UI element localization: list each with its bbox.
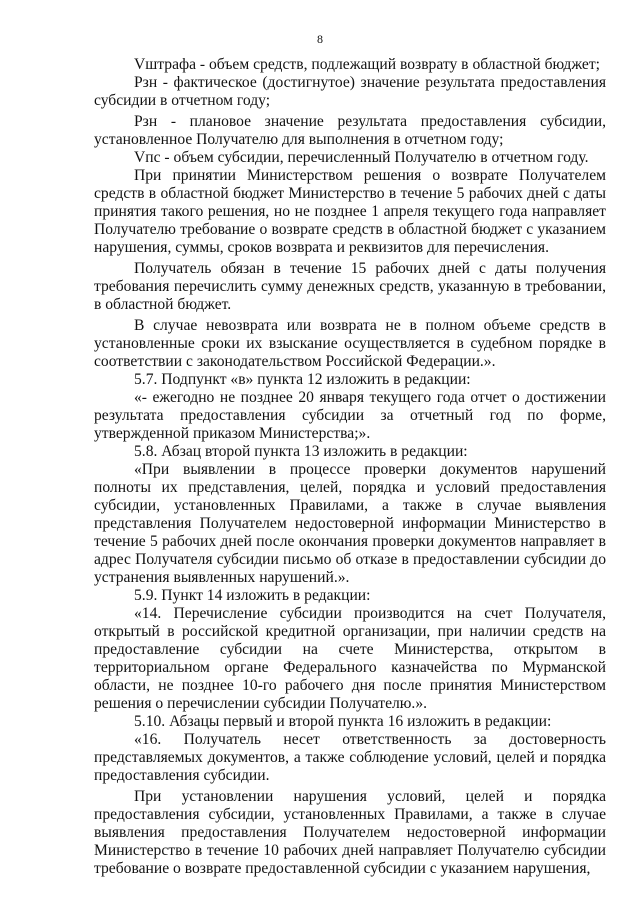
paragraph: Vштрафа - объем средств, подлежащий возврату в областной бюджет; xyxy=(134,56,600,73)
amendment-heading: 5.9. Пункт 14 изложить в редакции: xyxy=(134,587,371,604)
paragraph: Pзн - плановое значение результата предоставления субсидии, установленное Получателю для выполнения в отчетном году; xyxy=(94,113,606,148)
paragraph: «При выявлении в процессе проверки документов нарушений полноты их представления, целей, порядка и условий предоставления субсидии, установленных Правилами, а также в случае выявления представления Получателем недостоверной информации Министерство в течение 5 рабочих дней после окончания проверки документов направляет в адрес Получателя субсидии письмо об отказе в предоставлении субсидии до устранения выявленных нарушений.». xyxy=(94,461,606,586)
amendment-heading: 5.10. Абзацы первый и второй пункта 16 изложить в редакции: xyxy=(134,713,552,730)
page-number: 8 xyxy=(317,32,323,46)
paragraph: Получатель обязан в течение 15 рабочих дней с даты получения требования перечислить сумму денежных средств, указанную в требовании, в областной бюджет. xyxy=(94,260,606,313)
paragraph: «16. Получатель несет ответственность за достоверность представляемых документов, а также соблюдение условий, целей и порядка предоставления субсидии. xyxy=(94,731,606,784)
amendment-heading: 5.8. Абзац второй пункта 13 изложить в редакции: xyxy=(134,443,468,460)
amendment-heading: 5.7. Подпункт «в» пункта 12 изложить в редакции: xyxy=(134,371,471,388)
paragraph: «14. Перечисление субсидии производится на счет Получателя, открытый в российской кредитной организации, при наличии средств на предоставление субсидии на счете Министерства, открытом в территориальном органе Федерального казначейства по Мурманской области, не позднее 10-го рабочего дня после принятия Министерством решения о перечислении субсидии Получателю.». xyxy=(94,605,606,712)
paragraph: Pзн - фактическое (достигнутое) значение результата предоставления субсидии в отчетном году; xyxy=(94,74,606,109)
paragraph: «- ежегодно не позднее 20 января текущего года отчет о достижении результата предоставления субсидии за отчетный год по форме, утвержденной приказом Министерства;». xyxy=(94,389,606,442)
paragraph: Vпс - объем субсидии, перечисленный Получателю в отчетном году. xyxy=(134,149,589,166)
paragraph: При установлении нарушения условий, целей и порядка предоставления субсидии, установленных Правилами, а также в случае выявления предоставления Получателем недостоверной информации Министерство в течение 10 рабочих дней направляет Получателю субсидии требование о возврате предоставленной субсидии с указанием нарушения, xyxy=(94,788,606,877)
paragraph: В случае невозврата или возврата не в полном объеме средств в установленные сроки их взыскание осуществляется в судебном порядке в соответствии с законодательством Российской Федерации.». xyxy=(94,317,606,370)
document-body xyxy=(94,56,606,878)
paragraph: При принятии Министерством решения о возврате Получателем средств в областной бюджет Министерство в течение 5 рабочих дней с даты принятия такого решения, но не позднее 1 апреля текущего года направляет Получателю требование о возврате средств в областной бюджет с указанием нарушения, суммы, сроков возврата и реквизитов для перечисления. xyxy=(94,167,606,256)
